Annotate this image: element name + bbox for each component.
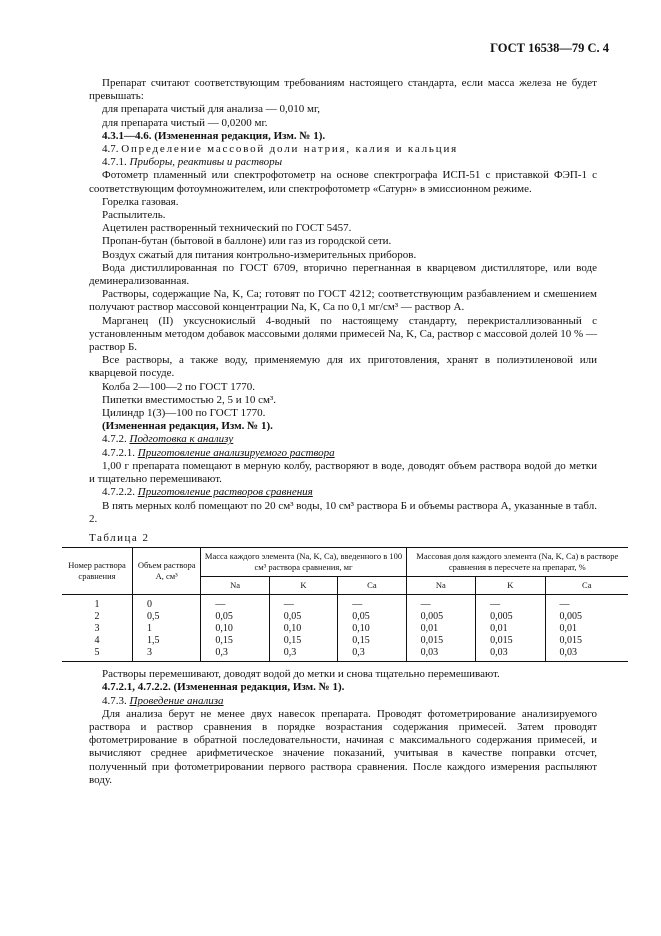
- section-title: Определение массовой доли натрия, калия и кальция: [121, 143, 458, 156]
- table-cell: 0,01: [545, 623, 628, 635]
- section-heading: [89, 143, 597, 156]
- subsection-heading: [89, 433, 597, 446]
- table-cell: 0,05: [269, 611, 337, 623]
- table-cell: 0,015: [476, 635, 545, 647]
- section-title: Приборы, реактивы и растворы: [129, 156, 283, 169]
- paragraph: Все растворы, а также воду, применяемую для их приготовления, хранят в полиэтиленовой или кварцевой посуде.: [89, 354, 597, 380]
- table-cell: 0,15: [201, 635, 269, 647]
- table-cell: 0,01: [406, 623, 475, 635]
- paragraph: Препарат считают соответствующим требованиям настоящего стандарта, если масса железа не будет превышать:: [89, 77, 597, 103]
- table-cell: 0,10: [338, 623, 406, 635]
- paragraph: Цилиндр 1(3)—100 по ГОСТ 1770.: [102, 407, 266, 420]
- table-cell: —: [476, 595, 545, 612]
- section-number: 4.7.2.1.: [102, 446, 135, 459]
- table-cell: 0,05: [338, 611, 406, 623]
- table-cell: 0: [132, 595, 200, 612]
- table-cell: —: [269, 595, 337, 612]
- section-title: Приготовление растворов сравнения: [137, 486, 313, 499]
- column-header: Объем раствора А, см³: [132, 548, 200, 595]
- column-header: K: [476, 577, 545, 595]
- section-number: 4.7.2.: [102, 433, 127, 446]
- paragraph: В пять мерных колб помещают по 20 см³ воды, 10 см³ раствора Б и объемы раствора А, указанные в табл. 2.: [89, 499, 597, 525]
- table-cell: —: [406, 595, 475, 612]
- subsection-heading: [89, 447, 597, 460]
- table-cell: 1,5: [132, 635, 200, 647]
- section-title: Подготовка к анализу: [129, 433, 234, 446]
- paragraph: Горелка газовая.: [102, 195, 179, 208]
- table-cell: 0,10: [201, 623, 269, 635]
- table-cell: 0,005: [476, 611, 545, 623]
- table-row: [62, 611, 628, 623]
- table-cell: 0,03: [545, 647, 628, 662]
- table-cell: —: [545, 595, 628, 612]
- page-header: ГОСТ 16538—79 С. 4: [490, 41, 609, 55]
- table-cell: 1: [62, 595, 132, 612]
- table-cell: 3: [132, 647, 200, 662]
- table-row: [62, 595, 628, 612]
- column-header: Масса каждого элемента (Na, K, Ca), введенного в 100 см³ раствора сравнения, мг: [201, 548, 406, 577]
- reference-solutions-table: [62, 547, 628, 662]
- table-cell: —: [201, 595, 269, 612]
- subsection-heading: [89, 486, 597, 499]
- table-cell: 1: [132, 623, 200, 635]
- table-cell: 0,3: [338, 647, 406, 662]
- table-cell: 0,15: [269, 635, 337, 647]
- paragraph: 1,00 г препарата помещают в мерную колбу, растворяют в воде, доводят объем раствора водой до метки и тщательно перемешивают.: [89, 459, 597, 486]
- paragraph: Колба 2—100—2 по ГОСТ 1770.: [102, 380, 255, 393]
- subsection-heading: [89, 156, 597, 169]
- table-cell: 0,005: [406, 611, 475, 623]
- paragraph: Марганец (II) уксуснокислый 4-водный по настоящему стандарту, перекристаллизованный с установленным методом добавок массовыми долями примесей Na, K, Ca, раствор с массовой долей 10 % — раствор Б.: [89, 314, 597, 354]
- table-row: [62, 647, 628, 662]
- table-row: [62, 635, 628, 647]
- amendment-note: 4.3.1—4.6. (Измененная редакция, Изм. № 1).: [102, 129, 326, 142]
- column-header: Na: [406, 577, 475, 595]
- section-title: Проведение анализа: [129, 694, 224, 707]
- paragraph: для препарата чистый для анализа — 0,010 мг,: [102, 103, 320, 116]
- table-cell: 0,015: [545, 635, 628, 647]
- table-cell: 0,01: [476, 623, 545, 635]
- section-number: 4.7.: [102, 143, 119, 156]
- table-row: [62, 623, 628, 635]
- table-cell: 2: [62, 611, 132, 623]
- table-cell: 0,15: [338, 635, 406, 647]
- section-number: 4.7.1.: [102, 156, 127, 169]
- paragraph: Пропан-бутан (бытовой в баллоне) или газ из городской сети.: [102, 235, 392, 248]
- column-header: Na: [201, 577, 269, 595]
- paragraph: Ацетилен растворенный технический по ГОСТ 5457.: [102, 222, 352, 235]
- column-header: Ca: [545, 577, 628, 595]
- table-caption: Таблица 2: [89, 531, 150, 544]
- table-cell: 0,3: [269, 647, 337, 662]
- table-cell: —: [338, 595, 406, 612]
- paragraph: Вода дистиллированная по ГОСТ 6709, вторично перегнанная в кварцевом дистилляторе, или воде деминерализованная.: [89, 261, 597, 288]
- column-header: Массовая доля каждого элемента (Na, K, Ca) в растворе сравнения в пересчете на препарат, %: [406, 548, 628, 577]
- paragraph: Растворы, содержащие Na, K, Ca; готовят по ГОСТ 4212; соответствующим разбавлением и смешением получают раствор массовой концентрации Na, K, Ca по 0,1 мг/см³ — раствор А.: [89, 288, 597, 314]
- section-title: Приготовление анализируемого раствора: [137, 446, 335, 459]
- table-cell: 0,005: [545, 611, 628, 623]
- table-cell: 0,03: [406, 647, 475, 662]
- column-header: K: [269, 577, 337, 595]
- table-cell: 5: [62, 647, 132, 662]
- amendment-note: (Измененная редакция, Изм. № 1).: [102, 420, 273, 433]
- paragraph: Фотометр пламенный или спектрофотометр на основе спектрографа ИСП-51 с приставкой ФЭП-1 с соответствующим фотоумножителем, или спектрофотометр «Сатурн» в эмиссионном режиме.: [89, 169, 597, 195]
- table-cell: 4: [62, 635, 132, 647]
- document-body: [68, 77, 619, 787]
- section-number: 4.7.3.: [102, 694, 127, 707]
- paragraph: для препарата чистый — 0,0200 мг.: [102, 116, 268, 129]
- paragraph: Пипетки вместимостью 2, 5 и 10 см³.: [102, 393, 277, 406]
- table-cell: 0,5: [132, 611, 200, 623]
- table-cell: 0,015: [406, 635, 475, 647]
- paragraph: Воздух сжатый для питания контрольно-измерительных приборов.: [102, 248, 417, 261]
- table-cell: 0,10: [269, 623, 337, 635]
- paragraph: Распылитель.: [102, 209, 166, 222]
- subsection-heading: [89, 695, 597, 708]
- table-cell: 0,05: [201, 611, 269, 623]
- table-cell: 3: [62, 623, 132, 635]
- table-cell: 0,3: [201, 647, 269, 662]
- column-header: Номер раствора сравнения: [62, 548, 132, 595]
- section-number: 4.7.2.2.: [102, 486, 135, 499]
- table-cell: 0,03: [476, 647, 545, 662]
- paragraph: Растворы перемешивают, доводят водой до метки и снова тщательно перемешивают.: [102, 668, 500, 681]
- column-header: Ca: [338, 577, 406, 595]
- amendment-note: 4.7.2.1, 4.7.2.2. (Измененная редакция, Изм. № 1).: [102, 681, 345, 694]
- paragraph: Для анализа берут не менее двух навесок препарата. Проводят фотометрирование анализируемого раствора и раствор сравнения в порядке возрастания содержания примесей. Затем проводят фотометрирование в обратной последовательности, начиная с максимального содержания примесей, и вычисляют среднее арифметическое значение показаний, учитывая в качестве поправки отсчет, полученный при фотометрировании первого раствора сравнения. После каждого измерения распыляют воду.: [89, 707, 597, 786]
